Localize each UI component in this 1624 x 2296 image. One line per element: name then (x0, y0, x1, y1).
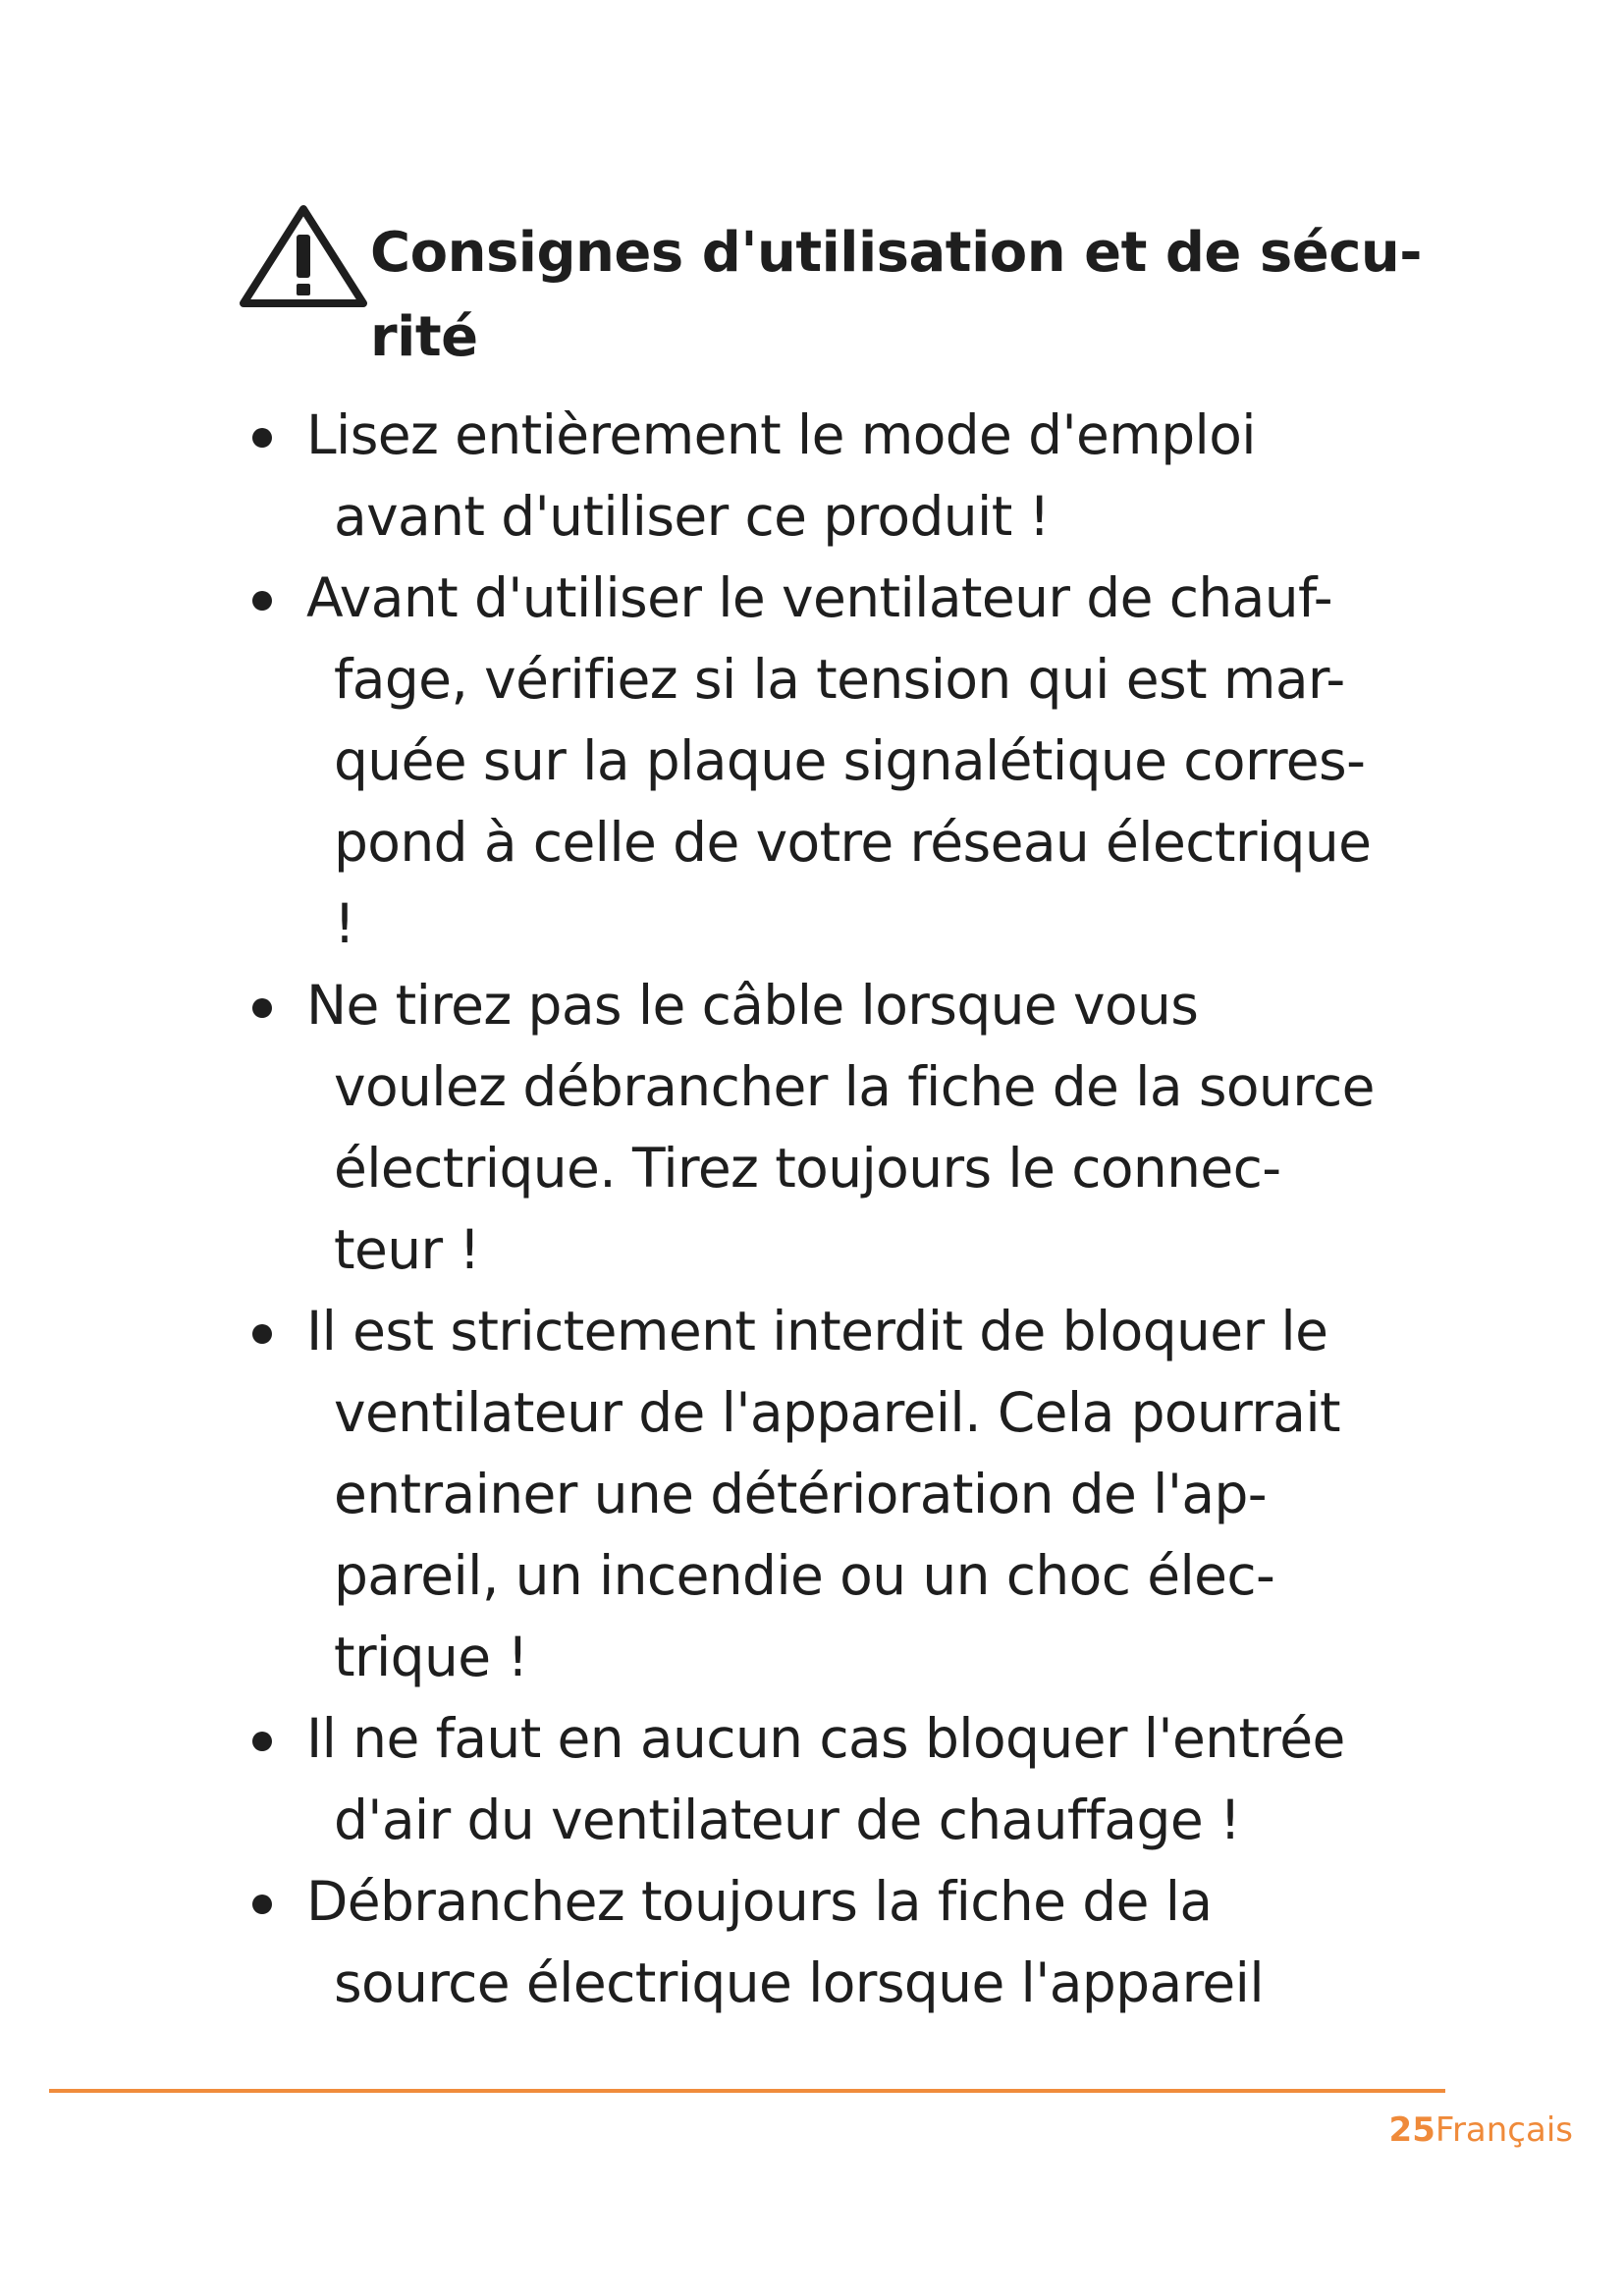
item-line: Il est strictement interdit de bloquer le (306, 1300, 1328, 1362)
item-line: voulez débrancher la fiche de la source (334, 1055, 1375, 1118)
bullet-icon (252, 428, 272, 448)
list-item (245, 965, 1483, 1291)
item-line: Débranchez toujours la fiche de la (306, 1870, 1213, 1933)
item-line: trique ! (334, 1626, 528, 1688)
item-line: Avant d'utiliser le ventilateur de chauf- (306, 566, 1332, 629)
item-line: Ne tirez pas le câble lorsque vous (306, 974, 1199, 1037)
bullet-icon (252, 1895, 272, 1914)
list-item (245, 1291, 1483, 1698)
item-line: Il ne faut en aucun cas bloquer l'entrée (306, 1707, 1345, 1770)
item-line: électrique. Tirez toujours le connec- (334, 1137, 1281, 1200)
section-title-line: Consignes d'utilisation et de sécu- (370, 221, 1423, 285)
page-footer-label (1389, 2109, 1573, 2152)
item-line: pareil, un incendie ou un choc élec- (334, 1544, 1275, 1607)
footer-divider (49, 2089, 1445, 2093)
bullet-icon (252, 591, 272, 611)
bullet-icon (252, 1324, 272, 1344)
list-item (245, 558, 1483, 965)
item-line: Lisez entièrement le mode d'emploi (306, 403, 1256, 466)
item-line: teur ! (334, 1218, 480, 1281)
list-item (245, 1698, 1483, 1861)
item-line: pond à celle de votre réseau électrique (334, 811, 1372, 874)
section-title (370, 211, 1423, 380)
bullet-icon (252, 998, 272, 1018)
safety-instructions-list (245, 395, 1483, 2024)
item-line: fage, vérifiez si la tension qui est mar- (334, 648, 1345, 711)
list-item (245, 1861, 1483, 2024)
item-line: source électrique lorsque l'appareil (334, 1951, 1264, 2014)
item-line: ventilateur de l'appareil. Cela pourrait (334, 1381, 1341, 1444)
warning-triangle-icon (238, 201, 370, 311)
item-line: ! (334, 892, 355, 955)
section-title-line: rité (370, 305, 478, 369)
item-line: avant d'utiliser ce produit ! (334, 485, 1051, 548)
list-item (245, 395, 1483, 558)
bullet-icon (252, 1732, 272, 1751)
footer-language: Français (1435, 2110, 1573, 2150)
item-line: d'air du ventilateur de chauffage ! (334, 1789, 1241, 1851)
item-line: entrainer une détérioration de l'ap- (334, 1463, 1268, 1525)
page-number: 25 (1388, 2110, 1435, 2150)
item-line: quée sur la plaque signalétique corres- (334, 729, 1366, 792)
